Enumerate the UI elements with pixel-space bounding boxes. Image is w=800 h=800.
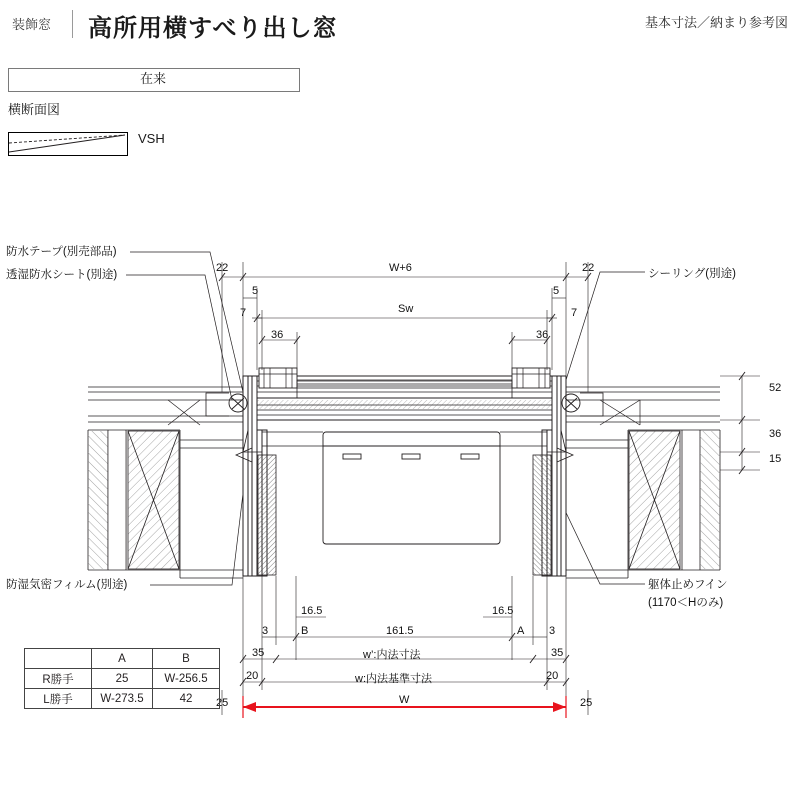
page-title: 高所用横すべり出し窓: [88, 15, 338, 42]
ab-dimension-table: [24, 648, 220, 709]
section-title: 横断面図: [8, 102, 61, 117]
note-w-dash: w’:内法寸法: [363, 649, 421, 661]
row-r-a: 25: [92, 669, 153, 689]
header-note: 基本寸法／納まり参考図: [644, 15, 788, 30]
dim-35-right: 35: [551, 647, 564, 659]
dim-36-right: 36: [536, 329, 549, 341]
dim-36-left: 36: [271, 329, 284, 341]
dim-w-plus-6: W+6: [389, 262, 412, 274]
tab-zairai[interactable]: 在来: [139, 71, 166, 86]
dim-20-right: 20: [546, 670, 559, 682]
dim-20-left: 20: [246, 670, 259, 682]
row-l-b: 42: [153, 689, 220, 709]
dim-3-left: 3: [262, 625, 269, 637]
dim-52-right: 52: [769, 382, 782, 394]
table-header-blank: [25, 649, 92, 669]
dim-sw: Sw: [398, 303, 414, 315]
table-header-b: B: [153, 649, 220, 669]
annotation-moisture-sheet: 透湿防水シート(別途): [6, 269, 118, 281]
annotation-waterproof-tape: 防水テープ(別売部品): [6, 246, 117, 258]
dim-w-bottom: W: [399, 694, 410, 706]
vsh-legend-label: VSH: [138, 131, 165, 146]
dim-5-left: 5: [252, 285, 259, 297]
annotation-fin-line2: (1170＜Hのみ): [648, 597, 724, 609]
row-l-a: W-273.5: [92, 689, 153, 709]
dim-165-right: 16.5: [492, 605, 514, 617]
dim-1615: 161.5: [386, 625, 414, 637]
dim-label-b: B: [301, 625, 309, 637]
row-label-r: R勝手: [25, 669, 92, 689]
dim-7-left: 7: [240, 307, 247, 319]
dim-25-right: 25: [580, 697, 593, 709]
dim-25-left: 25: [216, 697, 229, 709]
table-header-a: A: [92, 649, 153, 669]
dim-22-left: 22: [216, 262, 229, 274]
dim-35-left: 35: [252, 647, 265, 659]
table-row: [25, 689, 220, 709]
row-r-b: W-256.5: [153, 669, 220, 689]
note-w: w:内法基準寸法: [355, 673, 432, 685]
annotation-fin-line1: 躯体止めフイン: [648, 579, 728, 591]
dim-5-right: 5: [553, 285, 560, 297]
header-category: 装飾窓: [12, 17, 52, 32]
dim-3-right: 3: [549, 625, 556, 637]
dim-22-right: 22: [582, 262, 595, 274]
dim-165-left: 16.5: [301, 605, 323, 617]
dim-36-vertical: 36: [769, 428, 782, 440]
table-row: [25, 669, 220, 689]
dim-label-a: A: [517, 625, 525, 637]
table-header-row: [25, 649, 220, 669]
annotation-sealing: シーリング(別途): [648, 268, 736, 280]
dim-15-right: 15: [769, 453, 782, 465]
row-label-l: L勝手: [25, 689, 92, 709]
dim-7-right: 7: [571, 307, 578, 319]
annotation-vapor-film: 防湿気密フィルム(別途): [6, 579, 128, 591]
